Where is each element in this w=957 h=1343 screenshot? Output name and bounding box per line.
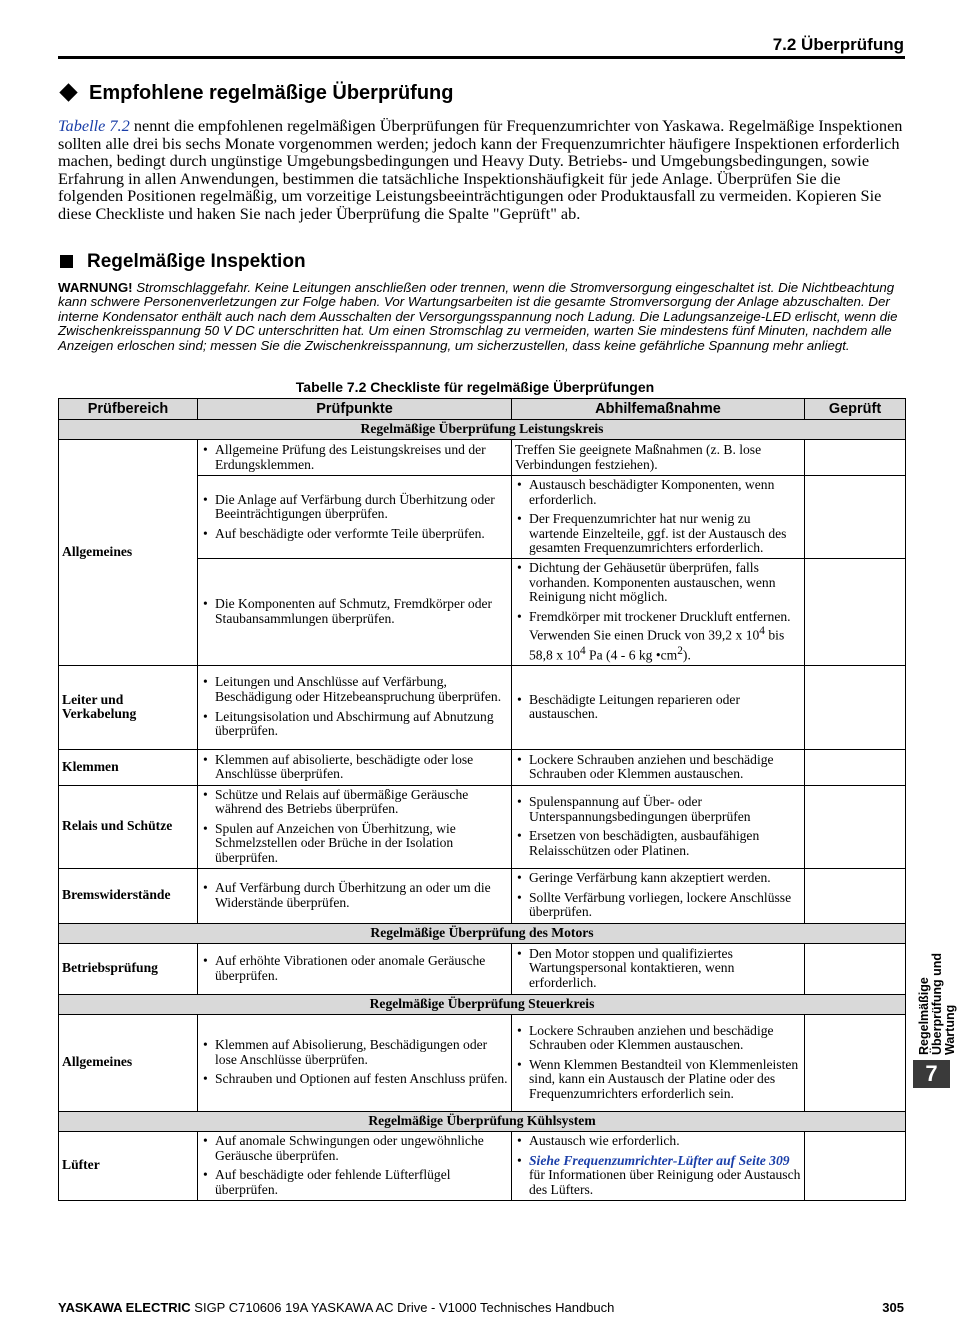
list-item: • Der Frequenzumrichter hat nur wenig zu wartende Einzelteile, ggf. ist der Austausch des gesamten Frequenzumrichters erforderlich. — [515, 512, 801, 556]
column-header: Geprüft — [805, 399, 906, 420]
list-item: • Den Motor stoppen und qualifiziertes Wartungspersonal kontaktieren, wenn erforderlich. — [515, 947, 801, 991]
check-cell — [198, 1014, 512, 1111]
check-cell — [198, 440, 512, 476]
table-row — [59, 868, 906, 923]
checked-cell[interactable] — [805, 1014, 906, 1111]
check-cell — [198, 943, 512, 994]
list-item: • Spulenspannung auf Über- oder Unterspannungsbedingungen überprüfen — [515, 795, 801, 824]
section-title: Regelmäßige Überprüfung Steuerkreis — [59, 994, 906, 1014]
list-item: • Wenn Klemmen Bestandteil von Klemmenleisten sind, kann ein Austausch der Platine oder des Frequenzumrichters erforderlich sein. — [515, 1058, 801, 1102]
exponent: 4 — [759, 625, 765, 638]
checked-cell[interactable] — [805, 440, 906, 476]
footer-doc: SIGP C710606 19A YASKAWA AC Drive - V1000 Technisches Handbuch — [190, 1300, 615, 1315]
pressure-text-b: bis 58,8 x 10 — [529, 627, 785, 663]
list-item: • Die Anlage auf Verfärbung durch Überhitzung oder Beeinträchtigungen überprüfen. — [201, 493, 508, 522]
link-suffix: für Informationen über Reinigung oder Austausch des Lüfters. — [529, 1167, 801, 1197]
list-item: • Auf erhöhte Vibrationen oder anomale Geräusche überprüfen. — [201, 954, 508, 983]
exponent: 2 — [677, 644, 683, 657]
list-item: • Spulen auf Anzeichen von Überhitzung, wie Schmelzstellen oder Brüche in der Isolation überprüfen. — [201, 822, 508, 866]
warning-box — [58, 281, 906, 353]
table-caption: Tabelle 7.2 Checkliste für regelmäßige Überprüfungen — [295, 379, 655, 395]
page-number: 305 — [882, 1300, 904, 1315]
check-cell — [198, 665, 512, 749]
area-cell: Betriebsprüfung — [59, 943, 198, 994]
checked-cell[interactable] — [805, 749, 906, 785]
diamond-bullet-icon — [59, 84, 77, 102]
list-item: • Klemmen auf abisolierte, beschädigte oder lose Anschlüsse überprüfen. — [201, 753, 508, 782]
action-cell: Treffen Sie geeignete Maßnahmen (z. B. lose Verbindungen festziehen). — [512, 440, 805, 476]
area-cell: Allgemeines — [59, 440, 198, 666]
checked-cell[interactable] — [805, 559, 906, 666]
column-header: Abhilfemaßnahme — [512, 399, 805, 420]
warning-label: WARNUNG! — [58, 280, 133, 295]
action-cell — [512, 749, 805, 785]
checked-cell[interactable] — [805, 1131, 906, 1200]
section-row — [59, 420, 906, 440]
list-item: • Allgemeine Prüfung des Leistungskreises und der Erdungsklemmen. — [201, 443, 508, 472]
pressure-text-c: Pa (4 - 6 kg •cm — [585, 647, 678, 663]
check-cell — [198, 559, 512, 666]
intro-paragraph — [58, 117, 906, 223]
list-item: • Die Komponenten auf Schmutz, Fremdkörper oder Staubansammlungen überprüfen. — [201, 597, 508, 626]
table-row — [59, 1014, 906, 1111]
table-row — [59, 943, 906, 994]
column-header: Prüfbereich — [59, 399, 198, 420]
intro-text: nennt die empfohlenen regelmäßigen Überprüfungen für Frequenzumrichter von Yaskawa. Regelmäßige Inspektionen sollten alle drei bis sechs Monate vorgenommen werden; jedoch kann der Frequenzumrichter häufigere Inspektionen erforderlich machen, bedingt durch ungünstige Umgebungsbedingungen und Heavy Duty. Betriebs- und Umgebungsbedingungen, sowie Erfahrung in allen Anwendungen, bestimmen die tatsächliche Inspektionshäufigkeit für jede Anlage. Überprüfen Sie die folgenden Positionen regelmäßig, um vorzeitige Leistungsbeeinträchtigungen oder Produktausfall zu vermeiden. Kopieren Sie diese Checkliste und haken Sie nach jeder Überprüfung die Spalte "Geprüft" ab. — [58, 116, 903, 223]
checked-cell[interactable] — [805, 476, 906, 559]
warning-text: Stromschlaggefahr. Keine Leitungen anschließen oder trennen, wenn die Stromversorgung eingeschaltet ist. Die Nichtbeachtung kann schwere Personenverletzungen zur Folge haben. Vor Wartungsarbeiten ist die gesamte Stromversorgung der Anlage abzuschalten. Der interne Kondensator enthält auch nach dem Ausschalten der Versorgungsspannung noch Ladung. Die Ladungsanzeige-LED erlischt, wenn die Zwischenkreisspannung 50 V DC unterschritten hat. Um einen Stromschlag zu vermeiden, warten Sie mindestens fünf Minuten, nachdem alle Anzeigen erloschen sind; messen Sie die Zwischenkreisspannung, um sicherzustellen, dass keine gefährliche Spannung mehr anliegt. — [58, 280, 898, 353]
check-cell — [198, 868, 512, 923]
check-cell — [198, 1131, 512, 1200]
action-cell — [512, 665, 805, 749]
area-cell: Leiter und Verkabelung — [59, 665, 198, 749]
table-row — [59, 440, 906, 476]
chapter-label-text — [918, 953, 957, 1055]
list-item: • Dichtung der Gehäusetür überprüfen, falls vorhanden. Komponenten austauschen, wenn Reinigung nicht möglich. — [515, 561, 801, 605]
section-row — [59, 1111, 906, 1131]
label-line: Regelmäßige — [917, 977, 931, 1055]
header-rule — [58, 56, 905, 59]
footer-doc-info — [58, 1300, 614, 1315]
section-title: Regelmäßige Überprüfung des Motors — [59, 923, 906, 943]
heading-recommended-inspection — [58, 82, 453, 105]
list-item: • Austausch beschädigter Komponenten, wenn erforderlich. — [515, 478, 801, 507]
action-cell — [512, 943, 805, 994]
list-item: • Leitungen und Anschlüsse auf Verfärbung, Beschädigung oder Hitzebeanspruchung überprüfen. — [201, 675, 508, 704]
table-row — [59, 785, 906, 868]
section-title: Regelmäßige Überprüfung Leistungskreis — [59, 420, 906, 440]
list-item: • Klemmen auf Abisolierung, Beschädigungen oder lose Anschlüsse überprüfen. — [201, 1038, 508, 1067]
list-item: • Schütze und Relais auf übermäßige Geräusche während des Betriebs überprüfen. — [201, 788, 508, 817]
list-item: • Austausch wie erforderlich. — [515, 1134, 801, 1149]
list-item: • Sollte Verfärbung vorliegen, lockere Anschlüsse überprüfen. — [515, 891, 801, 920]
checked-cell[interactable] — [805, 785, 906, 868]
list-item: • Auf beschädigte oder verformte Teile überprüfen. — [201, 527, 508, 542]
chapter-side-label — [917, 950, 957, 1055]
list-item: • Ersetzen von beschädigten, ausbaufähigen Relaisschützen oder Platinen. — [515, 829, 801, 858]
area-cell: Bremswiderstände — [59, 868, 198, 923]
heading-text: Regelmäßige Inspektion — [87, 251, 306, 272]
list-item — [515, 610, 801, 663]
inspection-checklist-table — [58, 398, 906, 1201]
square-bullet-icon — [60, 255, 73, 268]
section-header: 7.2 Überprüfung — [772, 35, 904, 54]
action-cell — [512, 1131, 805, 1200]
checked-cell[interactable] — [805, 943, 906, 994]
area-cell: Lüfter — [59, 1131, 198, 1200]
section-title: Regelmäßige Überprüfung Kühlsystem — [59, 1111, 906, 1131]
check-cell — [198, 785, 512, 868]
chapter-tab[interactable]: 7 — [913, 1060, 950, 1088]
list-item — [515, 1154, 801, 1198]
list-item: • Auf beschädigte oder fehlende Lüfterflügel überprüfen. — [201, 1168, 508, 1197]
label-line: Überprüfung und — [930, 952, 944, 1055]
area-cell: Allgemeines — [59, 1014, 198, 1111]
fan-page-link[interactable]: Siehe Frequenzumrichter-Lüfter auf Seite 309 — [529, 1152, 790, 1168]
check-cell — [198, 749, 512, 785]
list-item: • Auf Verfärbung durch Überhitzung an oder um die Widerstände überprüfen. — [201, 881, 508, 910]
action-cell — [512, 476, 805, 559]
list-item: • Auf anomale Schwingungen oder ungewöhnliche Geräusche überprüfen. — [201, 1134, 508, 1163]
table-row — [59, 749, 906, 785]
area-cell: Relais und Schütze — [59, 785, 198, 868]
area-cell: Klemmen — [59, 749, 198, 785]
check-cell — [198, 476, 512, 559]
table-header-row — [59, 399, 906, 420]
table-link[interactable]: Tabelle 7.2 — [58, 116, 130, 135]
pressure-text-a: Fremdkörper mit trockener Druckluft entfernen. Verwenden Sie einen Druck von 39,2 x 10 — [529, 608, 791, 643]
action-cell — [512, 785, 805, 868]
checked-cell[interactable] — [805, 665, 906, 749]
action-cell — [512, 1014, 805, 1111]
exponent: 4 — [579, 644, 586, 657]
heading-periodic-inspection — [58, 251, 306, 273]
list-item: • Schrauben und Optionen auf festen Anschluss prüfen. — [201, 1072, 508, 1087]
action-cell — [512, 868, 805, 923]
column-header: Prüfpunkte — [198, 399, 512, 420]
pressure-text-d: ). — [682, 647, 691, 663]
section-row — [59, 923, 906, 943]
table-row — [59, 665, 906, 749]
list-item: • Geringe Verfärbung kann akzeptiert werden. — [515, 871, 801, 886]
table-row — [59, 1131, 906, 1200]
label-line: Wartung — [943, 1004, 957, 1055]
list-item: • Lockere Schrauben anziehen und beschädige Schrauben oder Klemmen austauschen. — [515, 1024, 801, 1053]
heading-text: Empfohlene regelmäßige Überprüfung — [89, 82, 454, 104]
section-row — [59, 994, 906, 1014]
checked-cell[interactable] — [805, 868, 906, 923]
action-cell — [512, 559, 805, 666]
list-item: • Leitungsisolation und Abschirmung auf Abnutzung überprüfen. — [201, 710, 508, 739]
list-item: • Beschädigte Leitungen reparieren oder austauschen. — [515, 693, 801, 722]
footer-brand: YASKAWA ELECTRIC — [58, 1300, 191, 1315]
list-item: • Lockere Schrauben anziehen und beschädige Schrauben oder Klemmen austauschen. — [515, 753, 801, 782]
